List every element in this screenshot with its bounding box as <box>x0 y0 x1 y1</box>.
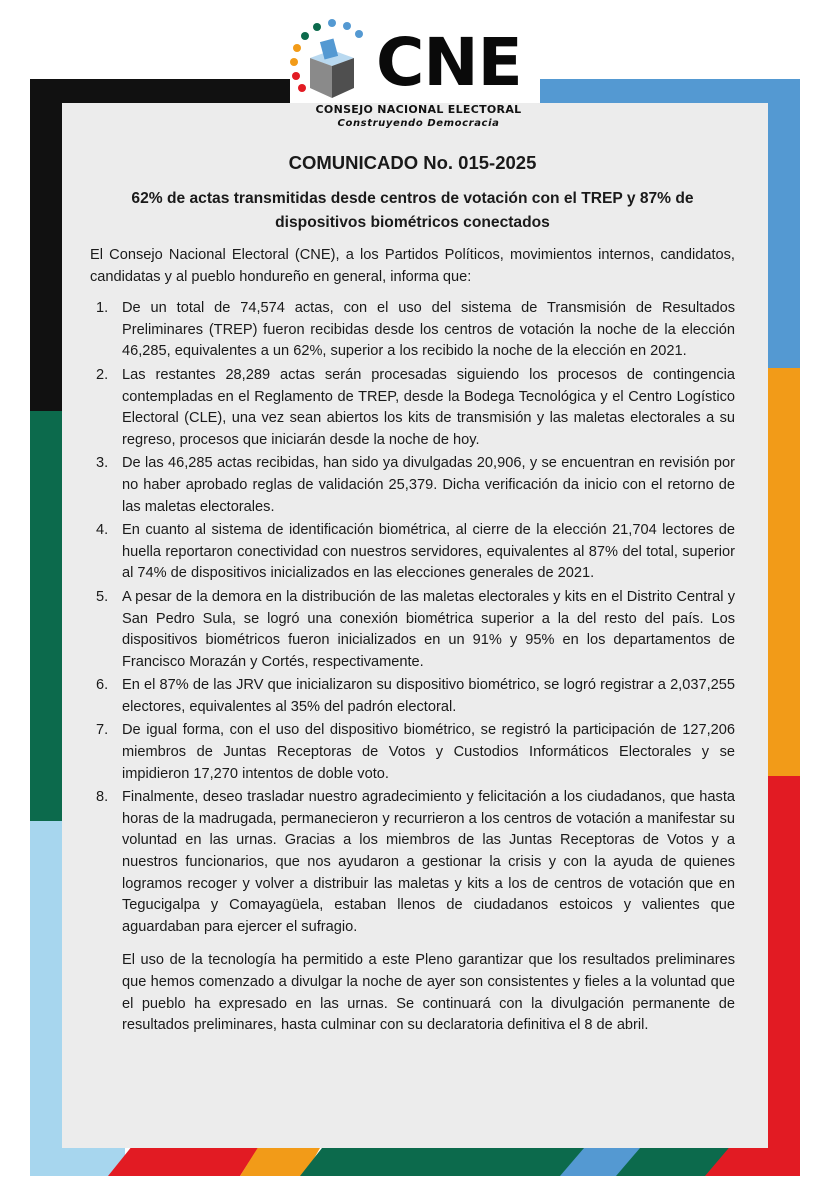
list-item-number: 2. <box>96 366 109 383</box>
frame-bottom-light-blue <box>30 1148 125 1176</box>
list-item-text: A pesar de la demora en la distribución de las maletas electorales y kits en el Distrito Central y San Pedro Sula, se logró una conexión biométrica superior a la del resto del país. Los dispositivos biométricos fueron inicializados en un 91% y 95% en los departamentos de Francisco Morazán y Cortés, respectivamente. <box>122 588 735 670</box>
list-item-number: 7. <box>96 722 109 739</box>
intro-paragraph: El Consejo Nacional Electoral (CNE), a los Partidos Políticos, movimientos internos, candidatos, candidatas y al pueblo hondureño en general, informa que: <box>90 247 735 285</box>
list-item <box>90 587 735 673</box>
page-title: COMUNICADO No. 015-2025 <box>288 152 537 173</box>
ballot-box-icon <box>288 18 374 108</box>
frame-band-black <box>30 79 62 411</box>
frame-bottom-red <box>108 1148 258 1176</box>
list-item-number: 8. <box>96 789 109 806</box>
list-item <box>90 453 735 518</box>
closing-paragraph: El uso de la tecnología ha permitido a este Pleno garantizar que los resultados preliminares que hemos comenzado a divulgar la noche de ayer son consistentes y fieles a la voluntad que el pueblo ha expresado en las urnas. Se continuará con la divulgación permanente de resultados preliminares, hasta culminar con su declaratoria definitiva el 8 de abril. <box>122 952 735 1034</box>
cne-logo <box>288 18 548 133</box>
list-item-text: Las restantes 28,289 actas serán procesadas siguiendo los procesos de contingencia contempladas en el Reglamento de TREP, desde la Bodega Tecnológica y el Centro Logístico Electoral (CLE), una vez sean abiertos los kits de transmisión y las maletas electorales a su regreso, procesos que iniciarán desde la noche de hoy. <box>122 366 735 448</box>
frame-band-green <box>30 411 62 821</box>
list-item-text: En el 87% de las JRV que inicializaron su dispositivo biométrico, se logró registrar a 2,037,255 electores, equivalentes al 35% del padrón electoral. <box>122 677 735 715</box>
numbered-list <box>90 298 735 938</box>
frame-band-orange <box>768 368 800 776</box>
frame-top-black <box>30 79 290 103</box>
list-item-number: 5. <box>96 588 109 605</box>
list-item <box>90 787 735 938</box>
list-item-text: De un total de 74,574 actas, con el uso del sistema de Transmisión de Resultados Preliminares (TREP) fueron recibidas desde los centros de votación la noche de la elección 46,285, equivalentes a un 62%, superior a los recibido la noche de la elección en 2021. <box>122 300 735 360</box>
list-item <box>90 365 735 451</box>
list-item-text: De igual forma, con el uso del dispositivo biométrico, se registró la participación de 127,206 miembros de Juntas Receptoras de Votos y Custodios Informáticos Electorales y se impidieron 17,270 intentos de doble voto. <box>122 722 735 782</box>
page-subtitle: 62% de actas transmitidas desde centros de votación con el TREP y 87% de dispositivos biométricos conectados <box>131 190 694 231</box>
logo-org-name: CONSEJO NACIONAL ELECTORAL <box>315 103 522 116</box>
communique-body <box>90 152 735 1037</box>
frame-band-blue <box>768 79 800 368</box>
frame-band-light-blue <box>30 821 62 1176</box>
list-item-number: 1. <box>96 300 109 317</box>
logo-wordmark: CNE <box>376 24 522 101</box>
frame-bottom-green <box>300 1148 740 1176</box>
frame-top-blue <box>540 79 800 103</box>
list-item-text: En cuanto al sistema de identificación biométrica, al cierre de la elección 21,704 lectores de huella reportaron conectividad con nuestros servidores, equivalentes al 87% del total, superior al 74% de dispositivos inicializados en las elecciones generales de 2021. <box>122 522 735 582</box>
list-item-number: 6. <box>96 677 109 694</box>
list-item-text: Finalmente, deseo trasladar nuestro agradecimiento y felicitación a los ciudadanos, que hasta horas de la madrugada, permanecieron y recurrieron a los centros de votación a manifestar su voluntad en las urnas. Gracias a los miembros de las Juntas Receptoras de Votos y a nuestros funcionarios, que nos ayudaron a gestionar la crisis y con la ayuda de quienes logramos recoger y volver a distribuir las maletas y kits a los de centros de votación que en Tegucigalpa y Comayagüela, estaban llenos de ciudadanos estoicos y valientes que aguardaban para ejercer el sufragio. <box>122 789 735 935</box>
list-item-number: 3. <box>96 455 109 472</box>
list-item <box>90 298 735 363</box>
list-item <box>90 520 735 585</box>
list-item <box>90 720 735 785</box>
frame-band-red <box>768 776 800 1176</box>
logo-tagline: Construyendo Democracia <box>337 118 500 129</box>
list-item-text: De las 46,285 actas recibidas, han sido ya divulgadas 20,906, y se encuentran en revisión por no haber aprobado reglas de validación 25,379. Dicha verificación da inicio con el retorno de las maletas electorales. <box>122 455 735 515</box>
list-item <box>90 675 735 718</box>
list-item-number: 4. <box>96 522 109 539</box>
